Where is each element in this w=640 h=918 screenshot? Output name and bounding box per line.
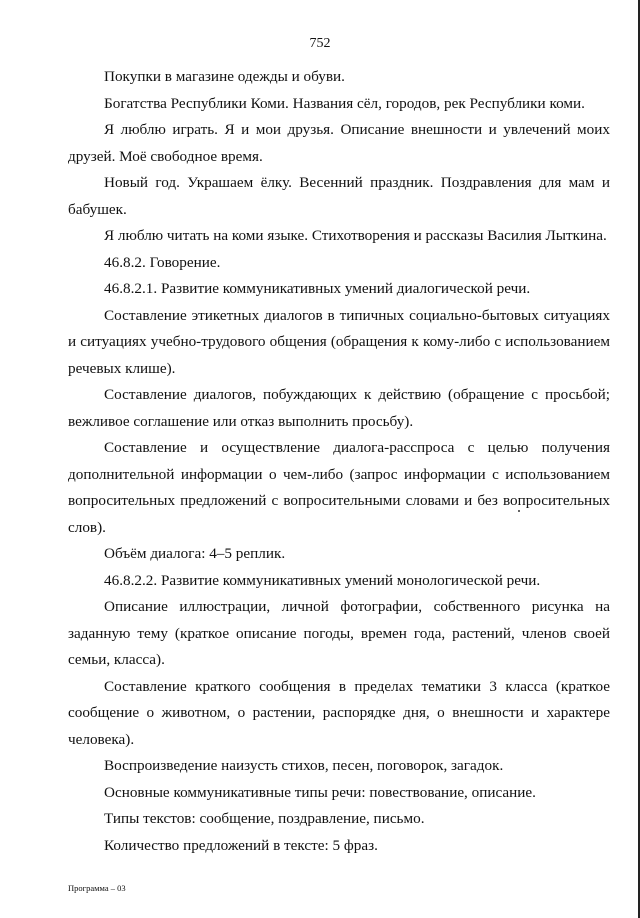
paragraph: Составление диалогов, побуждающих к действию (обращение с просьбой; вежливое соглашение или отказ выполнить просьбу).: [68, 386, 610, 430]
paragraph: Составление краткого сообщения в пределах тематики 3 класса (краткое сообщение о животном, о растении, распорядке дня, о внешности и характере человека).: [68, 677, 610, 748]
paragraph: Новый год. Украшаем ёлку. Весенний праздник. Поздравления для мам и бабушек.: [68, 174, 610, 218]
paragraph: Богатства Республики Коми. Названия сёл, городов, рек Республики коми.: [104, 94, 585, 112]
paragraph: Описание иллюстрации, личной фотографии, собственного рисунка на заданную тему (краткое описание погоды, времен года, растений, членов своей семьи, класса).: [68, 598, 610, 668]
section-heading: 46.8.2. Говорение.: [104, 253, 221, 271]
subsection-heading: 46.8.2.2. Развитие коммуникативных умений монологической речи.: [104, 571, 541, 589]
paragraph: Объём диалога: 4–5 реплик.: [104, 545, 286, 562]
paragraph: Основные коммуникативные типы речи: повествование, описание.: [104, 783, 536, 801]
paragraph: Я люблю играть. Я и мои друзья. Описание внешности и увлечений моих друзей. Моё свободное время.: [68, 121, 610, 165]
paragraph: Воспроизведение наизусть стихов, песен, поговорок, загадок.: [104, 757, 504, 774]
paragraph: Типы текстов: сообщение, поздравление, письмо.: [104, 810, 425, 827]
scan-speck: [518, 510, 520, 512]
page-number: 752: [309, 36, 331, 51]
subsection-heading: 46.8.2.1. Развитие коммуникативных умений диалогической речи.: [104, 280, 531, 297]
paragraph: Количество предложений в тексте: 5 фраз.: [104, 836, 378, 854]
footer-label: Программа – 03: [68, 883, 126, 893]
paragraph: Покупки в магазине одежды и обуви.: [104, 68, 345, 85]
paragraph: Составление этикетных диалогов в типичных социально-бытовых ситуациях и ситуациях учебно-трудового общения (обращения к кому-либо с использованием речевых клише).: [68, 306, 610, 377]
paragraph: Составление и осуществление диалога-расспроса с целью получения дополнительной информации о чем-либо (запрос информации с использованием вопросительных предложений с вопросительными словами и без вопросительных слов).: [68, 439, 610, 536]
paragraph: Я люблю читать на коми языке. Стихотворения и рассказы Василия Лыткина.: [104, 227, 607, 244]
document-body: [68, 64, 610, 859]
